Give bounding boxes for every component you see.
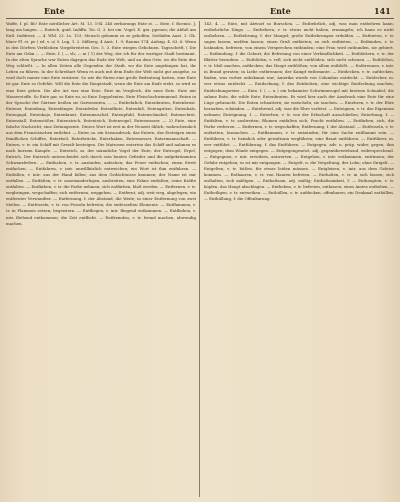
page-header xyxy=(0,6,400,18)
text-column-right xyxy=(204,21,394,497)
column-right-text: 143. 4. — Ente, mit Abwurf so Burschen. — Entbehrlich, adj. was man entbehren kann; entbehrliche Dinge. — Entbehren, v. tr. etwas nicht haben, ermangeln; ich kann es nicht entbehren. — Entbehrung, f. der Mangel; große Entbehrungen erdulden. — Entbieten, v. tr. sagen lassen, melden lassen; einen Gruß entbieten; zu sich entbieten. — Entbinden, v. tr. losbinden, befreien; von einem Versprechen entbinden; eine Frau wird entbunden, sie gebiert. — Entbindung, f. die Geburt; die Befreiung von einer Verbindlichkeit. — Entblättern, v. tr. der Blätter berauben. — Entblöden, v. refl. sich nicht entblöden, sich nicht scheuen. — Entblößen, v. tr. bloß machen, aufdecken; das Haupt entblößen; von allem entblößt. — Entbrennen, v. intr. in Brand geraten; in Liebe entbrennen; der Kampf entbrannte. — Entdecken, v. tr. aufdecken, finden, was vorher unbekannt war; Amerika wurde von Columbus entdeckt. — Entdecker, m. wer etwas entdeckt. — Entdeckung, f. das Entdecken; eine wichtige Entdeckung machen; Entdeckungsreise. — Ente, f. ( — n ) ein bekannter Schwimmvogel mit breitem Schnabel; die zahme Ente, die wilde Ente; Entenbraten. Es wird hier auch der Ausdruck eine Ente für eine Lüge gebraucht. Die Enten schnattern; sie watscheln; sie tauchen. — Entehren, v. tr. der Ehre berauben, schänden. — Entehrend, adj. was die Ehre verletzt. — Enteignen, v. tr. das Eigentum nehmen; Enteignung, f. — Enterben, v. tr. von der Erbschaft ausschließen; Enterbung, f. — Entfalten, v. tr. ausbreiten; Blumen entfalten sich; Pracht entfalten. — Entfärben, sich, die Farbe verlieren. — Entfernen, v. tr. wegschaffen; Entfernung, f. der Abstand. — Entfesseln, v. tr. entketten, losmachen. — Entflammen, v. tr. entzünden; für eine Sache entflammt sein. — Entführen, v. tr. heimlich oder gewaltsam wegführen; eine Braut entführen. — Entführer, m. wer entführt. — Entführung, f. das Entführen. — Entgegen, adv. u. präp. wider, gegen; ihm entgegen; dem Winde entgegen. — Entgegengesetzt, adj. gegenüberstehend, widersprechend. — Entgegnen, v. intr. erwidern, antworten. — Entgehen, v. intr. entkommen, entrinnen; der Gefahr entgehen; es ist mir entgangen. — Entgelt, n. die Vergeltung, der Lohn; ohne Entgelt. — Entgelten, v. tr. büßen, für etwas leiden müssen. — Entgleisen, v. intr. aus dem Geleise kommen. — Enthaaren, v. tr. von Haaren befreien. — Enthalten, v. tr. in sich fassen; sich enthalten, sich mäßigen. — Enthaltsam, adj. mäßig; Enthaltsamkeit, f. — Enthaupten, v. tr. köpfen, das Haupt abschlagen. — Entheben, v. tr. befreien, entlassen; eines Amtes entheben. — Entheiligen, v. tr. entweihen. — Enthüllen, v. tr. aufdecken, offenbaren; ein Denkmal enthüllen. — Enthüllung, f. die Offenbarung. xyxy=(204,21,394,202)
column-divider xyxy=(199,21,200,497)
header-rule xyxy=(6,18,394,19)
running-head-left: Ente xyxy=(44,6,65,16)
text-column-left xyxy=(6,21,196,497)
running-head-right: Ente xyxy=(270,6,291,16)
column-left-text: Waffe, f. pl. Bö! Ente nördlicher Art. M. 13. 194. 246 zerbarungs Ente st. — Ente, f. Boemic. J. lang am langen. — Entrich, guid. Indiffn. Tei. G. 3. bei ein. Vogel. E. gra. ppenen; die Abfuß am Entl. Indifreat; — 4. Wld. 23. Ls. 153; Mensch gekomm zu ze geholfen. Seehäfen Aaat. 3. Gk. bluev Pl. st. pe ( ed. v. u/ 9. Lug. 1. 2. Milberg, 4 Anst. 1. 9; Raume 174; Aufzng. 4. 63. 6. Wenn in den Dörfern Verbleiben Vorgebreiteten Ges. 5. 3. Ente wiegen Gebohnen. Tageschrift, ( Die Ente am Gehn ... — Ente, f. ( — vh; — m ) 1) der Weg, der ich für der wartiger Stadt bestimmt. In der alten Sprache war Enten dagegen das Ende der Welt, und an dem Orte, wo die Ente den Weg schließt. — In allen Zeiten alle Gegenden der Stadt, wo die Ente angefangen hat, ihr Leben zu führen. In der Schreibart Wenn es auch mit dem Ende der Welt nicht gut ausgehe, so wird doch immer eine Ente erwärmt. So wie die Enten eine große Bedeutung hatten, eine Ente ist gar. Ente so Gefehle. Will die Ente die Hauptstadt, wenn die Ente am Ende steht, so wird es eine Ente geben. Die alte Art war eine Ente. Ente im Vergleich, die neue Ente. Ente mit Wasserstoffe. So Ente gar, so Ente zu, so Ente Doppelenten. Ente Fleischschwimmend. Enten in der Sprache der Gärtner heißen sie Gartenenten, ... — Entbehrlich, Entenbraten, Entenbrust. Entenei, Entenfang, Entenfänger, Entenfeder, Entenflinte, Entenfuß, Entengrütze, Entenhals, Entenjagd, Entenkoje, Entenkraut, Entenmuschel, Entenpfuhl, Entenschnabel, Entenschrot, Entenstall, Entenstößer, Entenstrich, Ententeich, Entenvogel, Entenwasser. — 2) Ente, eine falsche Nachricht; eine Zeitungsente. Dieses Wort ist erst in der Neuzeit üblich, wahrscheinlich aus dem Französischen entlehnt. — Enter, m. ein Seeausdruck, das Entern, das Ersteigen eines feindlichen Schiffes; Enterbeil, Enterbrücke, Enterhaken, Entermesser, Entermannschaft. — Entern, v. tr. ein Schiff mit Gewalt besteigen. Die Matrosen enterten das Schiff und nahmen es nach kurzem Kampfe. — Enterich, m. der männliche Vogel der Ente, der Entvogel, Erpel, Entrich. Der Enterich unterscheidet sich durch sein buntes Gefieder und die aufgekrümmten Schwanzfedern. — Entfachen, v. tr. anzünden, anfachen; das Feuer entfachen; einen Streit entfachen. — Entfahren, v. intr. unwillkürlich entweichen; ein Wort ist ihm entfahren. — Entfallen, v. intr. aus der Hand fallen; aus dem Gedächtnisse kommen; der Name ist mir entfallen. — Entfalten, v. tr. auseinanderlegen, ausbreiten; eine Fahne entfalten; seine Kräfte entfalten. — Entfärben, v. tr. die Farbe nehmen; sich entfärben, blaß werden. — Entfernen, v. tr. wegbringen, wegschaffen; sich entfernen, weggehen. — Entfernt, adj. weit weg, abgelegen; ein entfernter Verwandter. — Entfernung, f. der Abstand, die Weite; in einer Entfernung von zwei Meilen. — Entfesseln, v. tr. von Fesseln befreien; die entfesselten Elemente. — Entflammen, v. tr. in Flammen setzen; begeistern. — Entfliegen, v. intr. fliegend entkommen. — Entfliehen, v. intr. fliehend entkommen; die Zeit entflieht. — Entfremden, v. tr. fremd machen, abwendig machen. xyxy=(6,21,196,226)
page-number: 141 xyxy=(374,6,391,16)
